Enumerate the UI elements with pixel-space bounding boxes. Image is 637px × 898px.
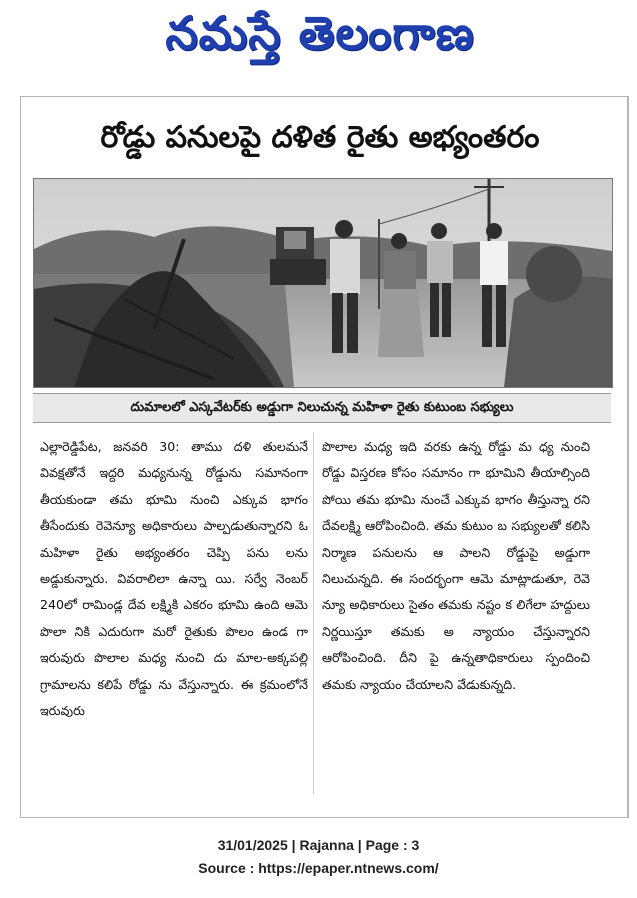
article-body-right: పొలాల మధ్య ఇది వరకు ఉన్న రోడ్డు మ ధ్య నుంచి రోడ్డు విస్తరణ కోసం సమానం గా భూమిని తీయాల్సింది పోయి తమ భూమి నుంచే ఎక్కువ భాగం తీస్తున్నా రని దేవలక్ష్మి ఆరోపించింది. తమ కుటుం బ సభ్యులతో కలిసి నిర్మాణ పనులను ఆ పాలని రోడ్డుపై అడ్డుగా నిలుచున్నది. ఈ సందర్భంగా ఆమె మాట్లాడుతూ, రెవె న్యూ అధికారులు సైతం తమకు నష్టం క లిగేలా హద్దులు నిర్ణయిస్తూ తమకు అ న్యాయం చేస్తున్నారని ఆరోపించింది. దీని పై ఉన్నతాధికారులు స్పందించి తమకు న్యాయం చేయాలని వేడుకున్నది. [322,439,590,692]
footer-date-line: 31/01/2025 | Rajanna | Page : 3 [217,837,420,853]
footer-source-line: Source : https://epaper.ntnews.com/ [198,860,439,876]
article-photo [33,178,613,388]
masthead-title: నమస్తే తెలంగాణ [165,8,475,60]
article-body-left: ఎల్లారెడ్డిపేట, జనవరి 30: తాము దళి తులమనే వివక్షతోనే ఇద్దరి మధ్యనున్న రోడ్డును సమానంగా తీయకుండా తమ భూమి నుంచి ఎక్కువ భాగం తీసేందుకు రెవెన్యూ అధికారులు పాల్పడుతున్నారని ఓ మహిళా రైతు అభ్యంతరం చెప్పి పను లను అడ్డుకున్నారు. వివరాలిలా ఉన్నా యి. సర్వే నెంబర్ 240లో రామిండ్ల దేవ లక్ష్మికి ఎకరం భూమి ఉంది ఆమె పొలా నికి ఎదురుగా మరో రైతుకు పొలం ఉండ గా ఇరువురు పొలాల మధ్య నుంచి దు మాల-అక్కపల్లి గ్రామాలను కలిపే రోడ్డు ను వేస్తున్నారు. ఈ క్రమంలోనే ఇరువురు [40,439,308,719]
article-headline: రోడ్డు పనులపై దళిత రైతు అభ్యంతరం [100,120,540,155]
article-column-left [40,434,308,724]
article-column-right [322,434,590,698]
photo-caption: దుమాలలో ఎస్కవేటర్‌కు అడ్డుగా నిలుచున్న మహిళా రైతు కుటుంబ సభ్యులు [33,393,611,423]
column-divider [313,432,314,794]
